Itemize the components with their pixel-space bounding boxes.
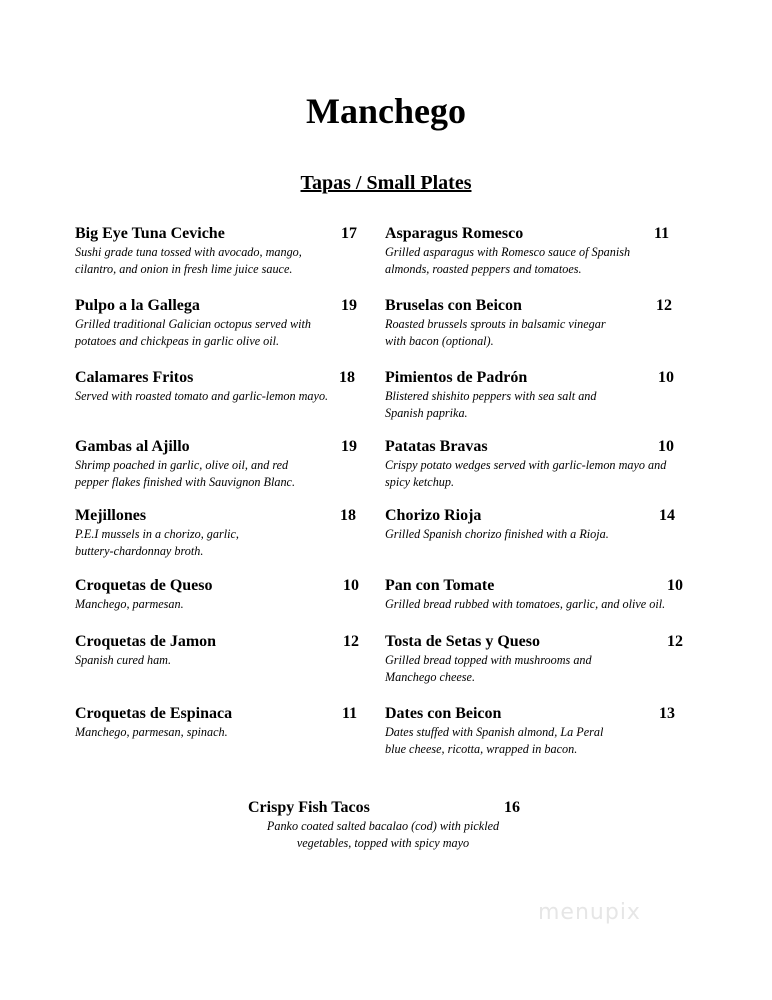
item-name: Calamares Fritos — [75, 369, 194, 386]
menu-item — [75, 576, 375, 613]
item-name: Patatas Bravas — [385, 438, 488, 455]
item-price: 19 — [341, 297, 357, 314]
item-name: Bruselas con Beicon — [385, 297, 522, 314]
item-price: 16 — [504, 799, 520, 816]
item-price: 13 — [659, 705, 675, 722]
menu-item — [75, 368, 375, 405]
menu-item — [75, 632, 375, 669]
item-description: Spanish cured ham. — [75, 653, 172, 667]
menu-item — [75, 506, 375, 560]
item-price: 17 — [341, 225, 357, 242]
item-description: Served with roasted tomato and garlic-lemon mayo. — [75, 389, 329, 403]
menu-item — [75, 224, 375, 278]
item-description: Shrimp poached in garlic, olive oil, and red pepper flakes finished with Sauvignon Blanc. — [75, 458, 296, 489]
item-name: Croquetas de Espinaca — [75, 705, 233, 722]
item-name: Croquetas de Jamon — [75, 633, 217, 650]
restaurant-name: Manchego — [306, 91, 466, 131]
item-price: 12 — [343, 633, 359, 650]
item-description: Grilled asparagus with Romesco sauce of Spanish almonds, roasted peppers and tomatoes. — [385, 245, 631, 276]
item-price: 12 — [656, 297, 672, 314]
item-price: 10 — [667, 577, 683, 594]
item-price: 18 — [340, 507, 356, 524]
item-description: Blistered shishito peppers with sea salt and Spanish paprika. — [385, 389, 597, 420]
item-price: 14 — [659, 507, 675, 524]
item-name: Mejillones — [75, 507, 147, 524]
item-description: Manchego, parmesan. — [75, 597, 184, 611]
item-price: 11 — [342, 705, 358, 722]
menu-item — [385, 632, 685, 686]
menu-item — [385, 368, 685, 422]
menu-item — [75, 704, 375, 741]
menu-item — [385, 704, 685, 758]
watermark-logo: menupix — [538, 900, 641, 925]
item-price: 10 — [658, 438, 674, 455]
item-description: Grilled traditional Galician octopus served with potatoes and chickpeas in garlic olive oil. — [75, 317, 311, 348]
item-name: Pimientos de Padrón — [385, 369, 528, 386]
menu-item — [75, 437, 375, 491]
item-description: Grilled Spanish chorizo finished with a Rioja. — [385, 527, 609, 541]
item-name: Chorizo Rioja — [385, 507, 482, 524]
menu-item — [385, 506, 685, 543]
item-name: Pan con Tomate — [385, 577, 495, 594]
menu-item — [385, 437, 685, 491]
item-description: Sushi grade tuna tossed with avocado, mango, cilantro, and onion in fresh lime juice sauce. — [75, 245, 302, 276]
section-title: Tapas / Small Plates — [300, 172, 472, 194]
item-description: Roasted brussels sprouts in balsamic vinegar with bacon (optional). — [385, 317, 606, 348]
item-name: Gambas al Ajillo — [75, 438, 190, 455]
item-price: 19 — [341, 438, 357, 455]
item-name: Dates con Beicon — [385, 705, 502, 722]
featured-menu-item — [248, 798, 538, 852]
item-price: 11 — [654, 225, 670, 242]
item-description: Crispy potato wedges served with garlic-lemon mayo and spicy ketchup. — [385, 458, 667, 489]
item-description: P.E.I mussels in a chorizo, garlic, buttery-chardonnay broth. — [75, 527, 239, 558]
menu-item — [385, 296, 685, 350]
item-price: 12 — [667, 633, 683, 650]
item-name: Asparagus Romesco — [385, 225, 524, 242]
menu-item — [385, 224, 685, 278]
item-name: Big Eye Tuna Ceviche — [75, 225, 225, 242]
item-price: 10 — [343, 577, 359, 594]
item-description: Grilled bread topped with mushrooms and Manchego cheese. — [385, 653, 592, 684]
item-name: Croquetas de Queso — [75, 577, 213, 594]
item-name: Pulpo a la Gallega — [75, 297, 200, 314]
menu-item — [385, 576, 685, 613]
item-name: Crispy Fish Tacos — [248, 799, 370, 816]
item-description: Dates stuffed with Spanish almond, La Peral blue cheese, ricotta, wrapped in bacon. — [385, 725, 604, 756]
item-description: Manchego, parmesan, spinach. — [75, 725, 228, 739]
menu-item — [75, 296, 375, 350]
item-name: Tosta de Setas y Queso — [385, 633, 540, 650]
item-price: 10 — [658, 369, 674, 386]
item-description: Panko coated salted bacalao (cod) with pickled vegetables, topped with spicy mayo — [266, 819, 500, 850]
item-price: 18 — [339, 369, 355, 386]
item-description: Grilled bread rubbed with tomatoes, garlic, and olive oil. — [385, 597, 666, 611]
